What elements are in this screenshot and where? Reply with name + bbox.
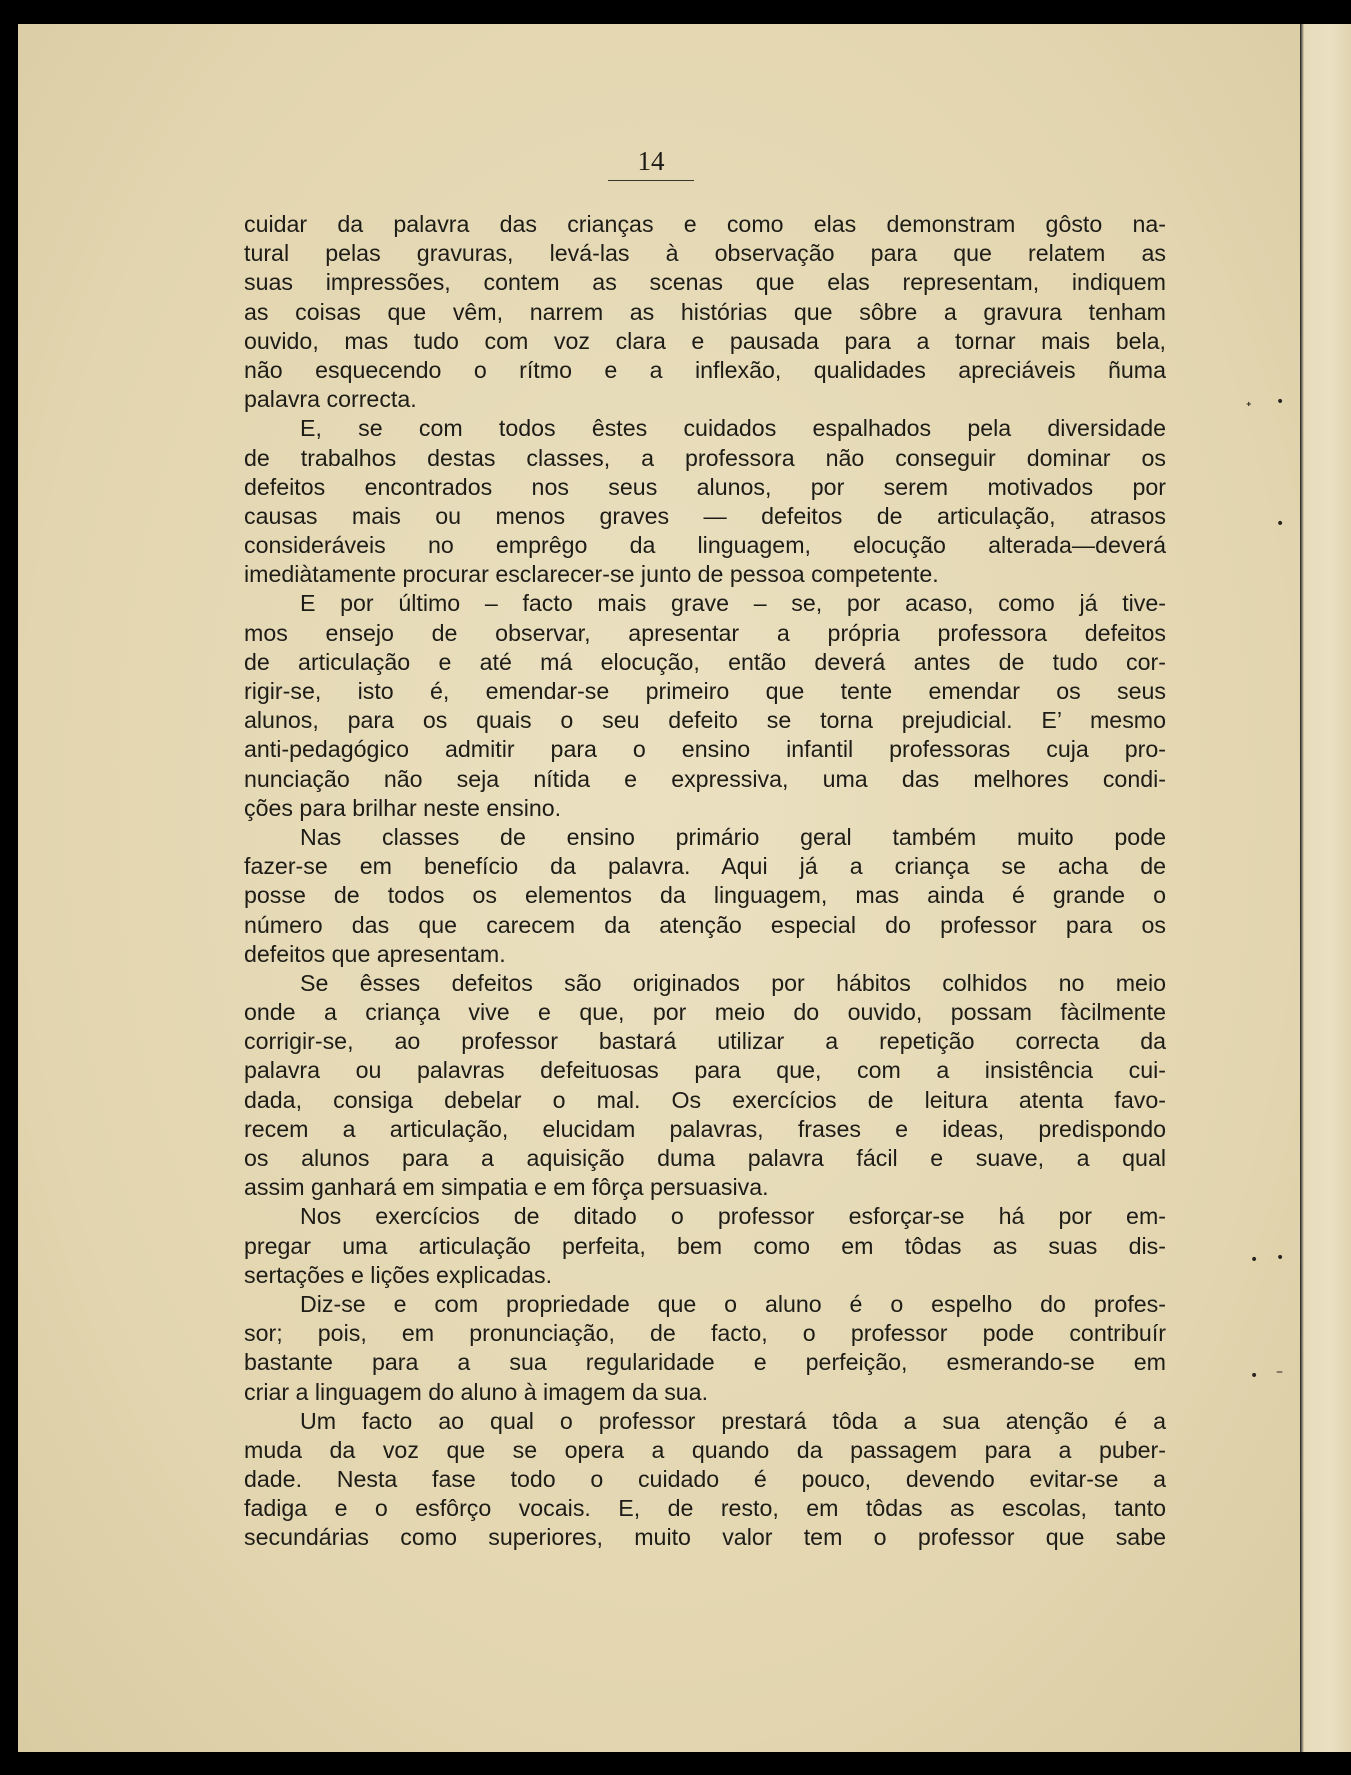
text-line: não esquecendo o rítmo e a inflexão, qualidades apreciáveis ñuma bbox=[244, 356, 1166, 383]
text-line: defeitos encontrados nos seus alunos, por serem motivados por bbox=[244, 473, 1166, 500]
binding-hole-mark: • bbox=[1276, 394, 1285, 410]
text-line: tural pelas gravuras, levá-las à observação para que relatem as bbox=[244, 240, 1166, 267]
text-line: Se êsses defeitos são originados por hábitos colhidos no meio bbox=[300, 969, 1166, 996]
text-line: cuidar da palavra das crianças e como elas demonstram gôsto na- bbox=[244, 211, 1166, 237]
text-line: os alunos para a aquisição duma palavra fácil e suave, a qual bbox=[244, 1145, 1166, 1171]
text-line: alunos, para os quais o seu defeito se torna prejudicial. E’ mesmo bbox=[244, 707, 1166, 734]
text-line: E, se com todos êstes cuidados espalhados pela diversidade bbox=[300, 415, 1166, 442]
text-line: Um facto ao qual o professor prestará tôda a sua atenção é a bbox=[300, 1407, 1166, 1434]
text-line: secundárias como superiores, muito valor tem o professor que sabe bbox=[244, 1524, 1166, 1551]
binding-hole-mark: • bbox=[1276, 1250, 1285, 1266]
text-line: corrigir-se, ao professor bastará utilizar a repetição correcta da bbox=[244, 1028, 1166, 1055]
text-line: muda da voz que se opera a quando da passagem para a puber- bbox=[244, 1436, 1166, 1463]
text-line: Nas classes de ensino primário geral também muito pode bbox=[300, 823, 1166, 850]
text-line: imediàtamente procurar esclarecer-se junto de pessoa competente. bbox=[244, 561, 939, 588]
text-line: anti-pedagógico admitir para o ensino infantil professoras cuja pro- bbox=[244, 736, 1166, 763]
text-line: onde a criança vive e que, por meio do ouvido, possam fàcilmente bbox=[244, 999, 1166, 1026]
text-line: E por último – facto mais grave – se, por acaso, como já tive- bbox=[300, 590, 1166, 617]
text-line: dada, consiga debelar o mal. Os exercícios de leitura atenta favo- bbox=[244, 1086, 1166, 1113]
text-line: rigir-se, isto é, emendar-se primeiro que tente emendar os seus bbox=[244, 678, 1166, 704]
text-line: ções para brilhar neste ensino. bbox=[244, 794, 562, 821]
text-line: Diz-se e com propriedade que o aluno é o espelho do profes- bbox=[300, 1290, 1166, 1317]
text-line: nunciação não seja nítida e expressiva, uma das melhores condi- bbox=[244, 765, 1166, 792]
text-line: ouvido, mas tudo com voz clara e pausada para a tornar mais bela, bbox=[244, 327, 1166, 354]
text-line: número das que carecem da atenção especial do professor para os bbox=[244, 911, 1166, 938]
text-line: Nos exercícios de ditado o professor esforçar-se há por em- bbox=[300, 1203, 1166, 1230]
text-line: palavra ou palavras defeituosas para que, com a insistência cui- bbox=[244, 1057, 1166, 1084]
text-line: sor; pois, em pronunciação, de facto, o professor pode contribuír bbox=[244, 1320, 1166, 1347]
binding-hole-mark: – bbox=[1276, 1364, 1283, 1380]
text-line: consideráveis no emprêgo da linguagem, elocução alterada—deverá bbox=[244, 532, 1166, 559]
text-line: de trabalhos destas classes, a professora não conseguir dominar os bbox=[244, 444, 1166, 471]
binding-hole-mark: • bbox=[1276, 516, 1285, 532]
text-line: assim ganhará em simpatia e em fôrça persuasiva. bbox=[244, 1174, 769, 1201]
page-number: 14 bbox=[608, 144, 694, 181]
text-line: bastante para a sua regularidade e perfeição, esmerando-se em bbox=[244, 1349, 1166, 1376]
text-line: fazer-se em benefício da palavra. Aqui já a criança se acha de bbox=[244, 853, 1166, 880]
text-line: de articulação e até má elocução, então deverá antes de tudo cor- bbox=[244, 648, 1166, 675]
text-line: fadiga e o esfôrço vocais. E, de resto, em tôdas as escolas, tanto bbox=[244, 1495, 1166, 1522]
binding-hole-mark: • bbox=[1250, 1368, 1259, 1384]
adjacent-page-edge bbox=[1300, 24, 1351, 1752]
text-line: dade. Nesta fase todo o cuidado é pouco, devendo evitar-se a bbox=[244, 1466, 1166, 1493]
text-line: criar a linguagem do aluno à imagem da sua. bbox=[244, 1378, 709, 1405]
text-line: as coisas que vêm, narrem as histórias que sôbre a gravura tenham bbox=[244, 298, 1166, 325]
text-line: posse de todos os elementos da linguagem, mas ainda é grande o bbox=[244, 882, 1166, 909]
text-line: recem a articulação, elucidam palavras, frases e ideas, predispondo bbox=[244, 1115, 1166, 1142]
text-line: causas mais ou menos graves — defeitos de articulação, atrasos bbox=[244, 502, 1166, 529]
body-text bbox=[244, 210, 1166, 1553]
binding-hole-mark: ˖ bbox=[1246, 396, 1252, 412]
text-line: defeitos que apresentam. bbox=[244, 940, 506, 967]
book-page bbox=[18, 24, 1300, 1752]
text-line: sertações e lições explicadas. bbox=[244, 1261, 553, 1288]
text-line: palavra correcta. bbox=[244, 386, 417, 413]
text-line: suas impressões, contem as scenas que elas representam, indiquem bbox=[244, 269, 1166, 296]
binding-hole-mark: • bbox=[1250, 1252, 1259, 1268]
text-line: pregar uma articulação perfeita, bem como em tôdas as suas dis- bbox=[244, 1232, 1166, 1259]
text-line: mos ensejo de observar, apresentar a própria professora defeitos bbox=[244, 619, 1166, 646]
